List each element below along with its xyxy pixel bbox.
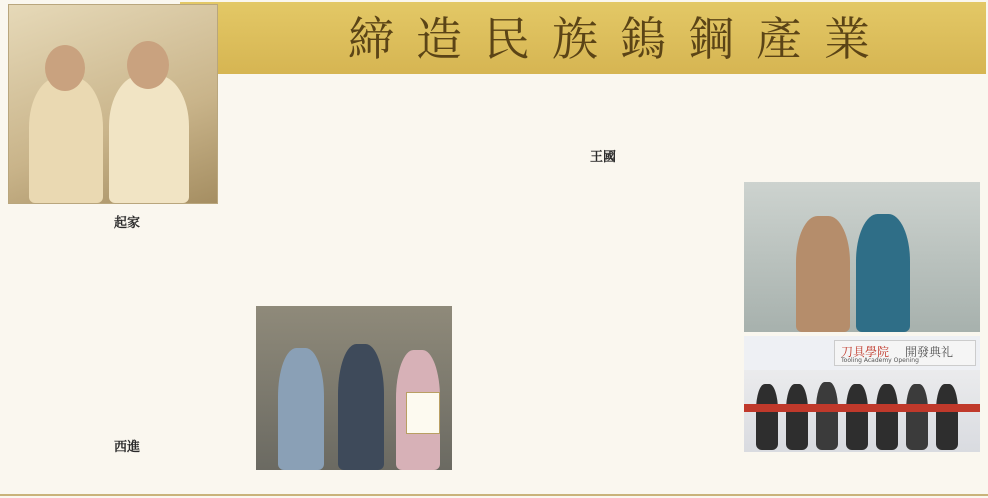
photo-couple (744, 182, 980, 332)
photo-caption (744, 458, 980, 490)
photo-caption (218, 82, 244, 202)
ceremony-sign (834, 340, 976, 366)
body-column-3 (504, 92, 738, 492)
photo-head (127, 41, 169, 89)
photo-figure (756, 384, 778, 450)
photo-figure (29, 77, 103, 203)
certificate-frame (406, 392, 440, 434)
photo-opening-ceremony (744, 336, 980, 452)
photo-figure (278, 348, 324, 470)
photo-caption (256, 474, 452, 490)
photo-two-men (8, 4, 218, 204)
photo-figure (936, 384, 958, 450)
photo-figure (856, 214, 910, 332)
ribbon (744, 404, 980, 412)
section-heading: 西進 (114, 440, 141, 455)
photo-head (45, 45, 85, 91)
store-name: 刀具學院 (841, 345, 890, 359)
body-column-4 (748, 92, 982, 178)
photo-caption (744, 182, 980, 198)
photo-figure (846, 384, 868, 450)
photo-figure (816, 382, 838, 450)
body-column-1b (8, 452, 246, 492)
headline: 締造民族鎢鋼產業 (348, 12, 892, 66)
photo-figure (109, 75, 189, 203)
section-heading: 起家 (114, 216, 141, 231)
body-column-2 (256, 92, 494, 302)
opening-label: 開發典礼 (905, 345, 954, 359)
photo-figure (796, 216, 850, 332)
photo-figure (906, 384, 928, 450)
photo-award-ceremony (256, 306, 452, 470)
photo-figure (876, 384, 898, 450)
photo-figure (786, 384, 808, 450)
body-column-1 (8, 230, 246, 430)
section-heading: 王國 (590, 150, 617, 165)
academy-en: Tooling Academy Opening (841, 357, 919, 364)
photo-figure (338, 344, 384, 470)
bottom-rule (0, 494, 988, 496)
